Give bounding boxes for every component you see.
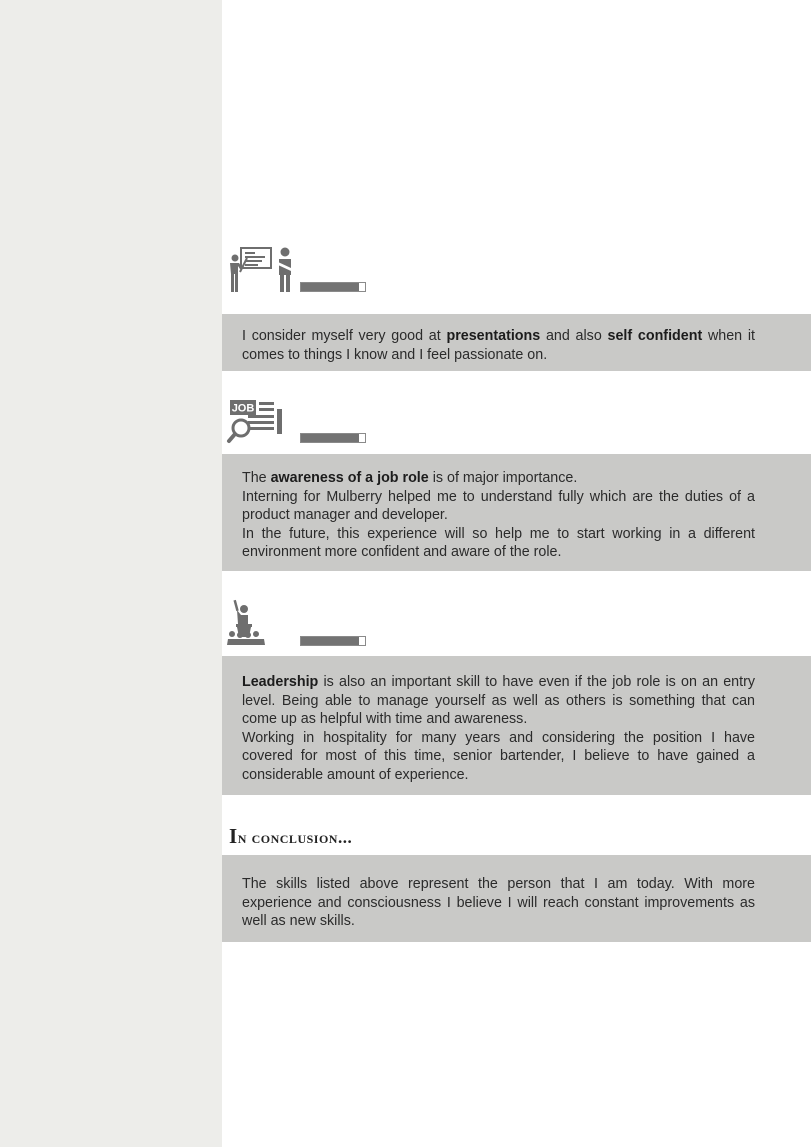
text-segment: I consider myself very good at — [242, 328, 447, 344]
skill-level-bar — [300, 433, 366, 443]
skill-presentations-header — [226, 244, 386, 294]
text-segment: is of major importance. — [428, 470, 578, 486]
job-search-icon — [226, 395, 298, 445]
skill-paragraph — [242, 469, 755, 488]
skill-level-fill — [301, 434, 359, 442]
bold-keyword: Leadership — [242, 674, 319, 690]
skill-presentations-text-box — [222, 314, 811, 371]
skill-paragraph — [242, 525, 755, 562]
skill-paragraph — [242, 729, 755, 785]
conclusion-heading — [229, 824, 352, 849]
skill-paragraph — [242, 488, 755, 525]
text-segment: Working in hospitality for many years and considering the position I have covered for most of this time, senior bartender, I believe to have gained a considerable amount of experience. — [242, 729, 755, 783]
bold-keyword: presentations — [446, 328, 541, 344]
conclusion-text-box — [222, 855, 811, 942]
skill-paragraph — [242, 673, 755, 729]
skill-leadership-text-box — [222, 656, 811, 795]
sidebar-panel — [0, 0, 222, 1147]
skill-paragraph — [242, 327, 755, 364]
conclusion-paragraph: The skills listed above represent the person that I am today. With more experience and consciousness I believe I will reach constant improvements as well as new skills. — [242, 876, 755, 930]
skill-level-fill — [301, 283, 359, 291]
leader-podium-icon — [226, 598, 298, 648]
skill-level-fill — [301, 637, 359, 645]
skill-job-awareness-header — [226, 395, 386, 445]
skill-leadership-header — [226, 598, 386, 648]
text-segment: Interning for Mulberry helped me to understand fully which are the duties of a product manager and developer. — [242, 488, 755, 524]
bold-keyword: self confident — [607, 328, 703, 344]
text-segment: The — [242, 470, 271, 486]
skill-job-awareness-text-box — [222, 454, 811, 571]
text-segment: when it comes to things I know and I feel passionate on. — [242, 328, 756, 363]
text-segment: is also an important skill to have even if the job role is on an entry level. Being able to manage yourself as well as others is something that can come up as helpful with time and awareness. — [242, 674, 755, 728]
text-segment: and also — [540, 328, 608, 344]
skill-level-bar — [300, 636, 366, 646]
job-icon-label: JOB — [231, 402, 255, 415]
conclusion-heading-initial: I — [229, 824, 238, 848]
bold-keyword: awareness of a job role — [270, 470, 429, 486]
conclusion-heading-rest: n conclusion... — [237, 828, 353, 847]
text-segment: In the future, this experience will so help me to start working in a different environment more confident and aware of the role. — [242, 525, 755, 561]
presenter-icon — [226, 244, 298, 294]
skill-level-bar — [300, 282, 366, 292]
